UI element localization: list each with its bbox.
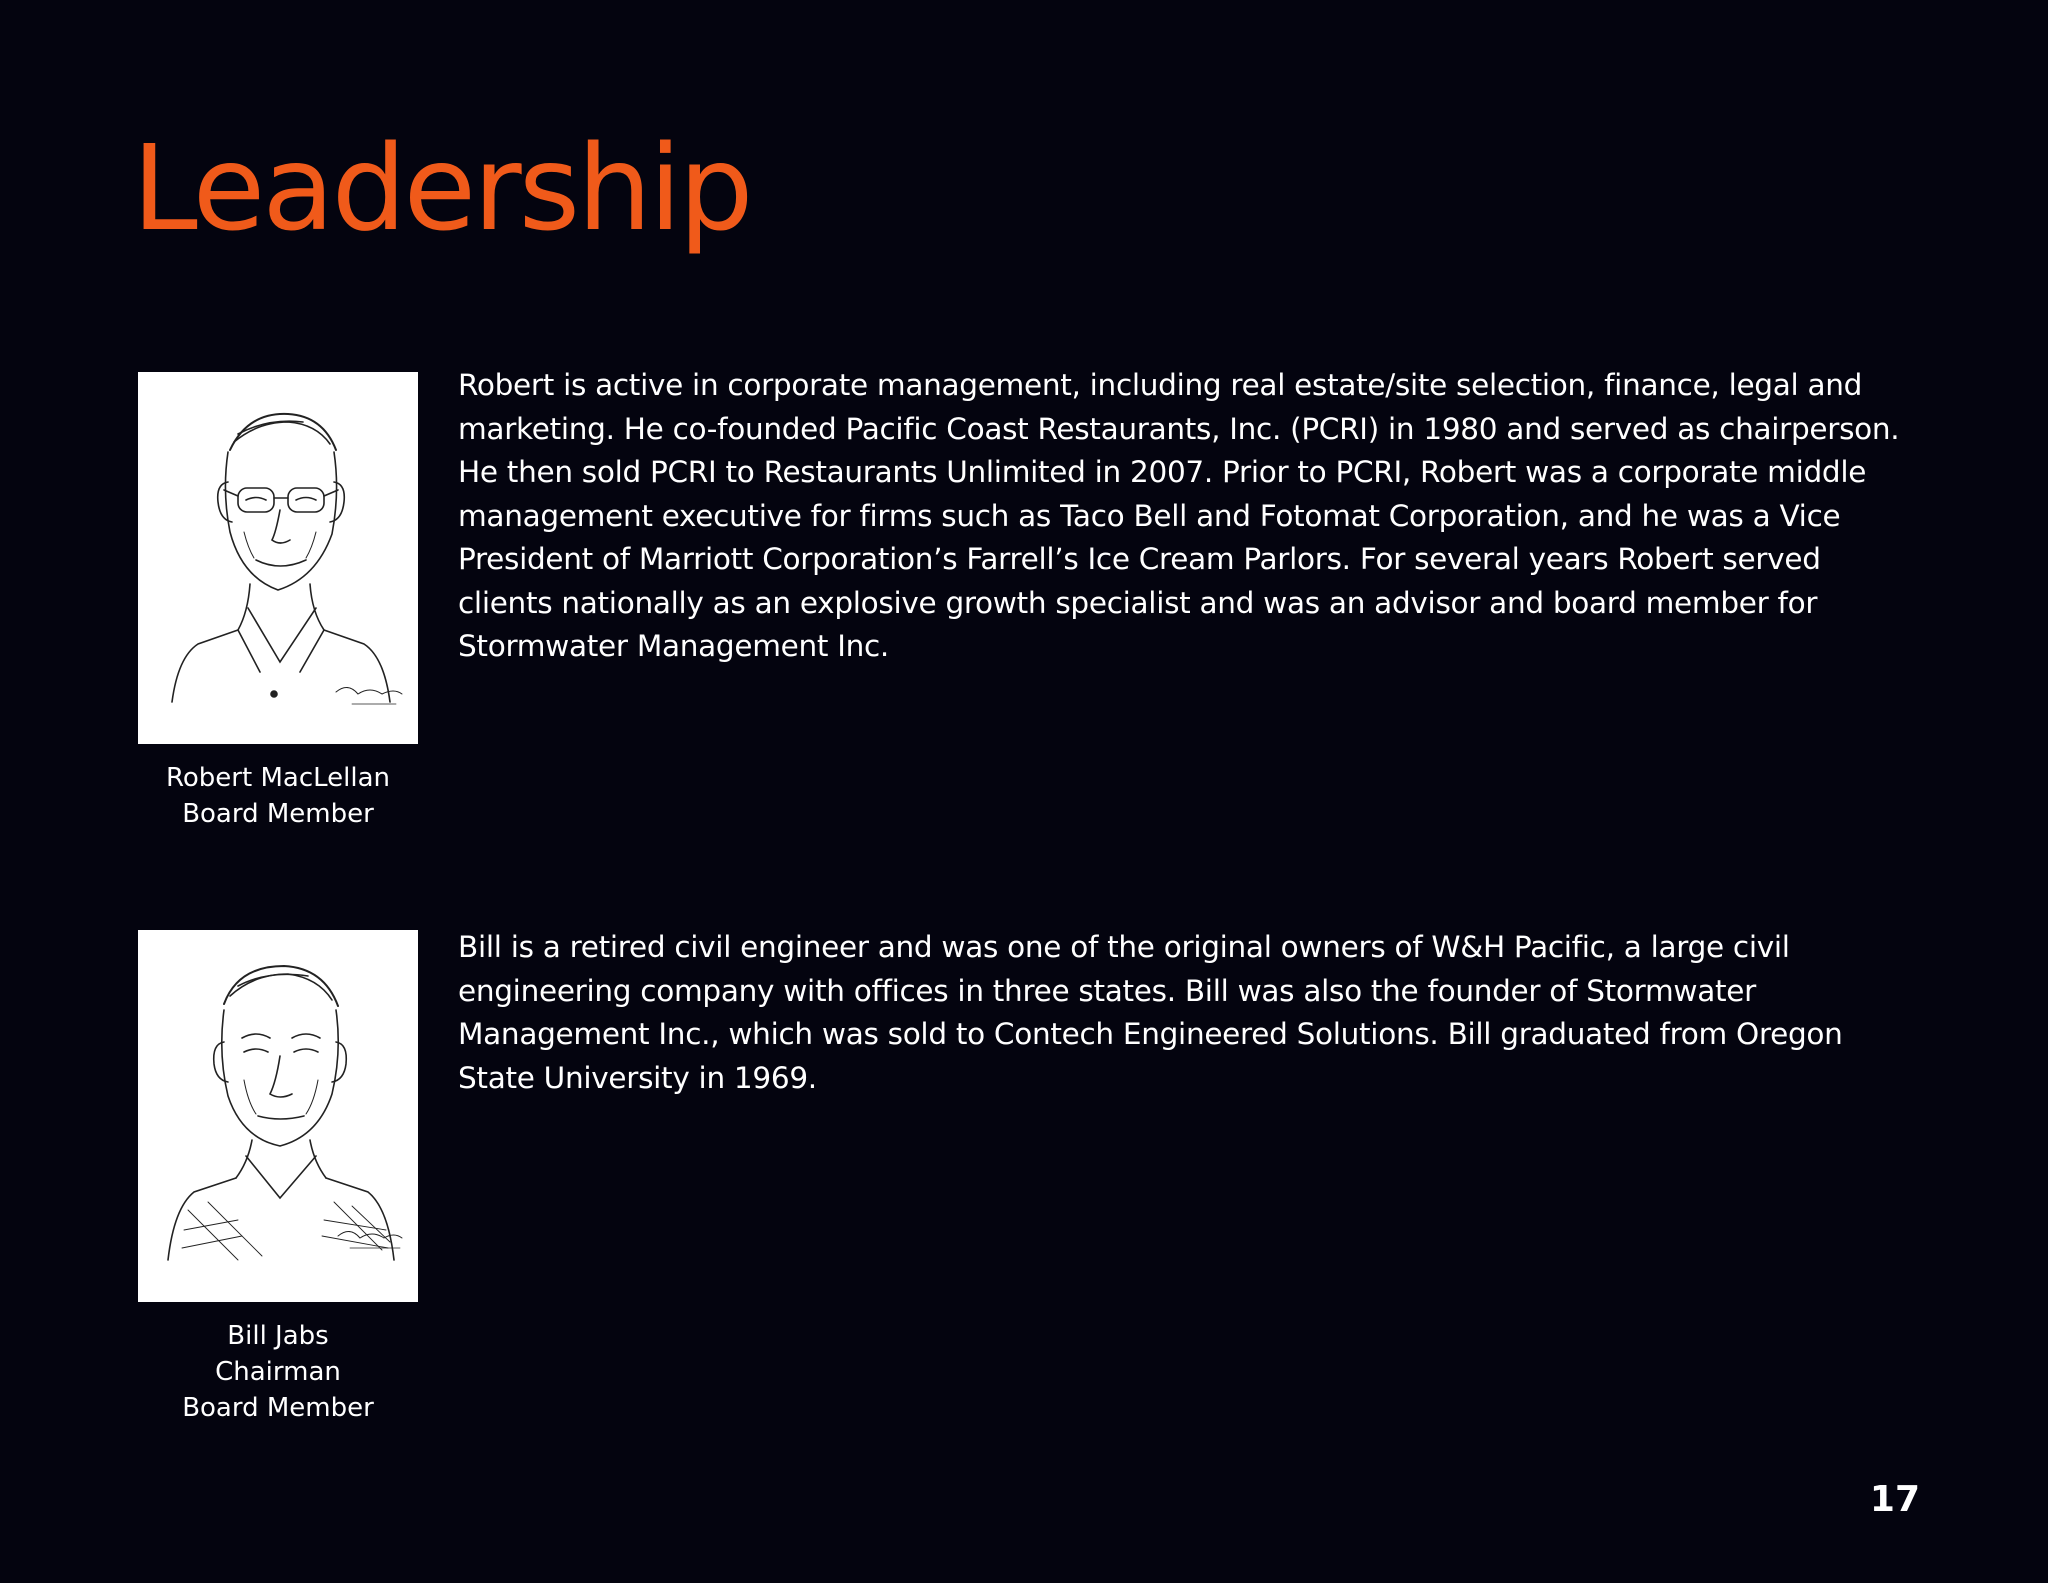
member-title: Chairman	[215, 1357, 341, 1387]
caption-bill-jabs	[138, 1318, 418, 1426]
portrait-bill-jabs	[138, 930, 418, 1302]
sketch-portrait-icon	[138, 930, 418, 1302]
caption-robert-maclellan	[138, 760, 418, 832]
member-name: Robert MacLellan	[166, 763, 390, 793]
member-role: Board Member	[182, 1393, 374, 1423]
page-title: Leadership	[132, 119, 751, 257]
bio-bill-jabs: Bill is a retired civil engineer and was one of the original owners of W&H Pacific, a large civil engineering company with offices in three states. Bill was also the founder of Stormwater Management Inc., which was sold to Contech Engineered Solutions. Bill graduated from Oregon State University in 1969.	[458, 930, 1843, 1095]
bio-robert-maclellan: Robert is active in corporate management, including real estate/site selection, finance, legal and marketing. He co-founded Pacific Coast Restaurants, Inc. (PCRI) in 1980 and served as chairperson. He then sold PCRI to Restaurants Unlimited in 2007. Prior to PCRI, Robert was a corporate middle management executive for firms such as Taco Bell and Fotomat Corporation, and he was a Vice President of Marriott Corporation’s Farrell’s Ice Cream Parlors. For several years Robert served clients nationally as an explosive growth specialist and was an advisor and board member for Stormwater Management Inc.	[458, 368, 1900, 663]
portrait-robert-maclellan	[138, 372, 418, 744]
member-name: Bill Jabs	[227, 1321, 329, 1351]
sketch-portrait-icon	[138, 372, 418, 744]
page-number: 17	[1869, 1479, 1920, 1520]
member-role: Board Member	[182, 799, 374, 829]
